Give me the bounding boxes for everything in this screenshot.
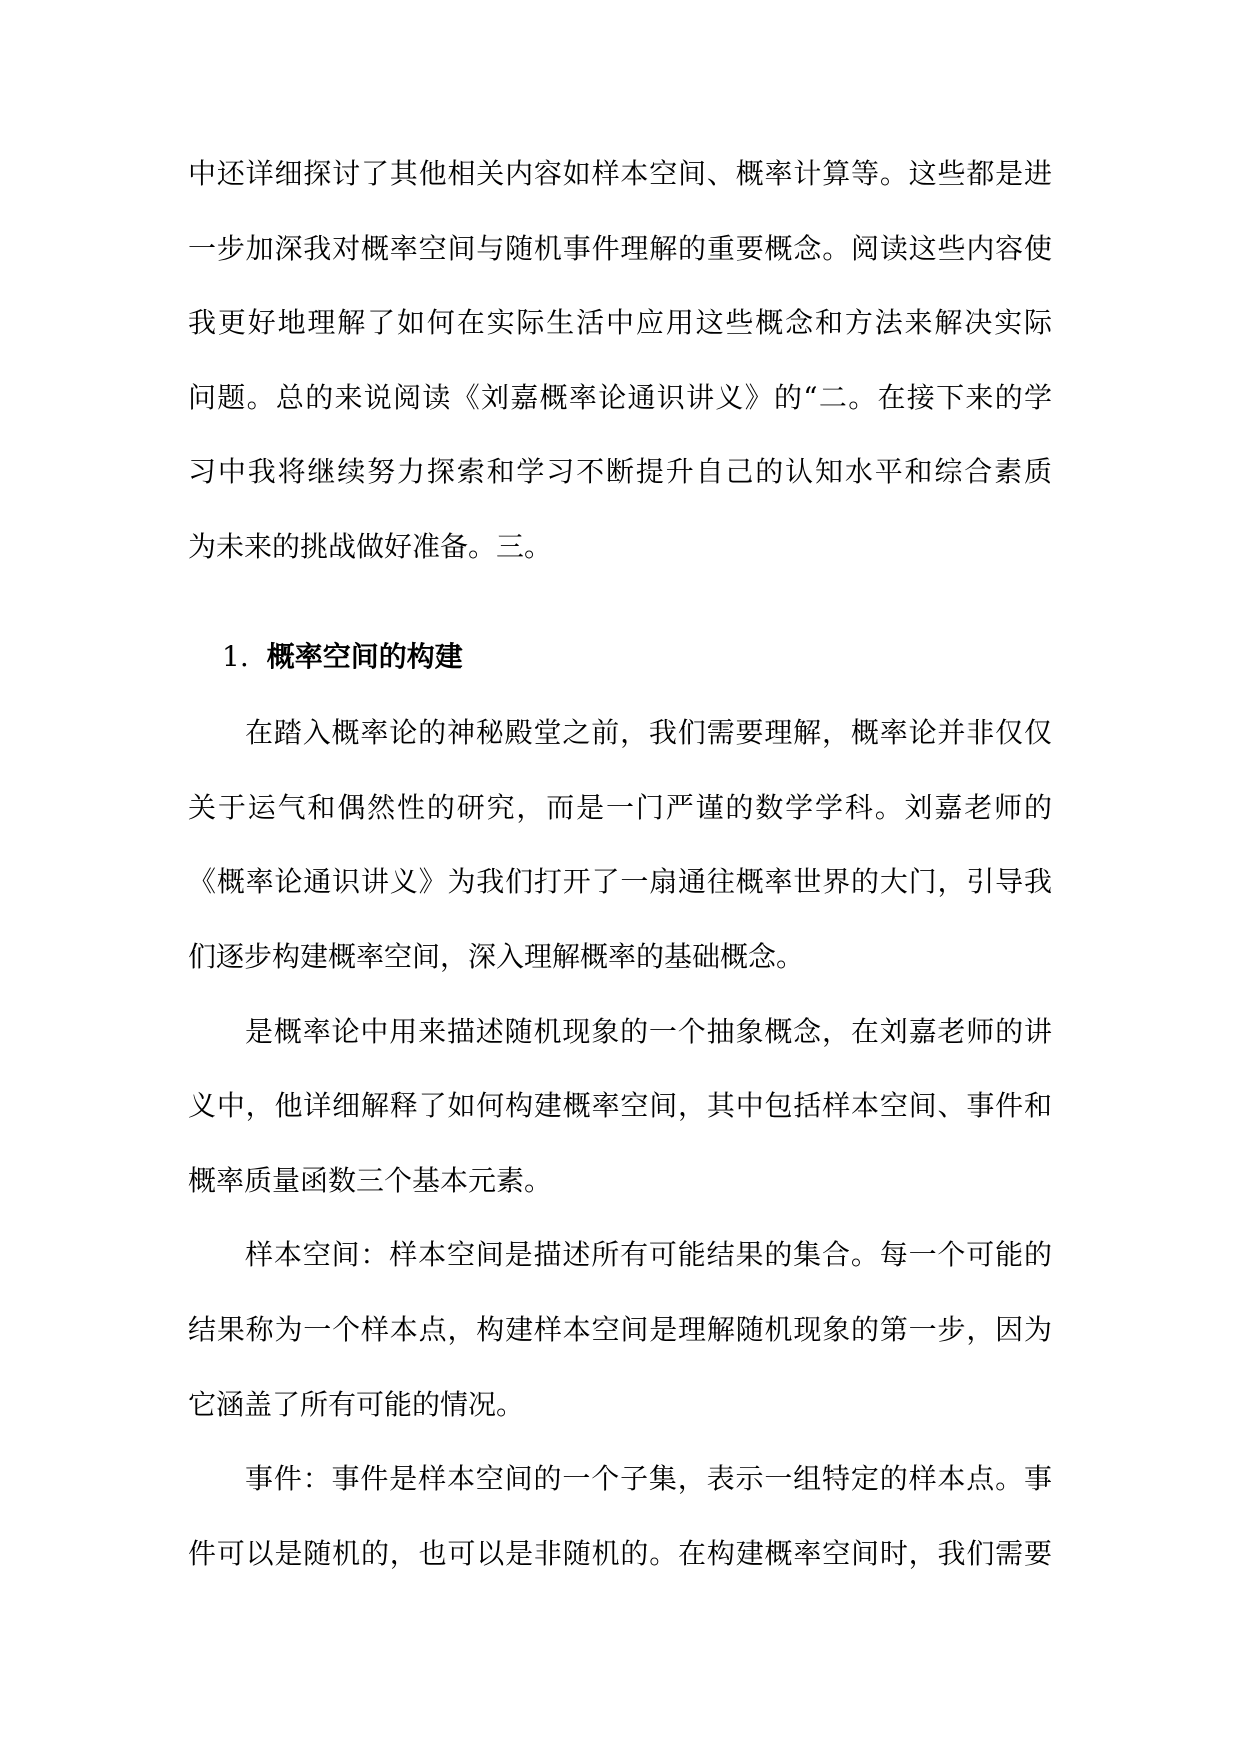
paragraph-line: 为未来的挑战做好准备。三。	[188, 529, 553, 563]
paragraph-line: 我更好地理解了如何在实际生活中应用这些概念和方法来解决实际	[188, 306, 1052, 340]
section-number: 1.	[222, 639, 249, 673]
paragraph-line: 《概率论通识讲义》为我们打开了一扇通往概率世界的大门，引导我	[188, 865, 1052, 899]
paragraph-line: 样本空间：样本空间是描述所有可能结果的集合。每一个可能的	[245, 1238, 1052, 1272]
paragraph-line: 义中，他详细解释了如何构建概率空间，其中包括样本空间、事件和	[188, 1089, 1052, 1123]
paragraph-intro	[188, 696, 1052, 994]
continued-paragraph	[188, 137, 1052, 585]
paragraph-line: 习中我将继续努力探索和学习不断提升自己的认知水平和综合素质	[188, 455, 1052, 489]
paragraph-line: 件可以是随机的，也可以是非随机的。在构建概率空间时，我们需要	[188, 1536, 1052, 1570]
paragraph-definition	[188, 995, 1052, 1219]
paragraph-line: 关于运气和偶然性的研究，而是一门严谨的数学学科。刘嘉老师的	[188, 790, 1052, 824]
paragraph-line: 事件：事件是样本空间的一个子集，表示一组特定的样本点。事	[245, 1462, 1052, 1496]
paragraph-line: 们逐步构建概率空间，深入理解概率的基础概念。	[188, 939, 805, 973]
paragraph-line: 它涵盖了所有可能的情况。	[188, 1387, 525, 1421]
paragraph-line: 是概率论中用来描述随机现象的一个抽象概念，在刘嘉老师的讲	[245, 1014, 1052, 1048]
paragraph-line: 问题。总的来说阅读《刘嘉概率论通识讲义》的“二。在接下来的学	[188, 380, 1052, 414]
section-title: 概率空间的构建	[266, 639, 463, 673]
paragraph-line: 结果称为一个样本点，构建样本空间是理解随机现象的第一步，因为	[188, 1312, 1052, 1346]
paragraph-line: 中还详细探讨了其他相关内容如样本空间、概率计算等。这些都是进	[188, 157, 1052, 190]
document-body	[188, 135, 1052, 1591]
paragraph-line: 一步加深我对概率空间与随机事件理解的重要概念。阅读这些内容使	[188, 231, 1052, 265]
section-heading	[188, 620, 1052, 695]
paragraph-line: 概率质量函数三个基本元素。	[188, 1163, 553, 1197]
paragraph-line: 在踏入概率论的神秘殿堂之前，我们需要理解，概率论并非仅仅	[245, 716, 1052, 750]
paragraph-sample-space	[188, 1218, 1052, 1442]
paragraph-events	[188, 1442, 1052, 1591]
